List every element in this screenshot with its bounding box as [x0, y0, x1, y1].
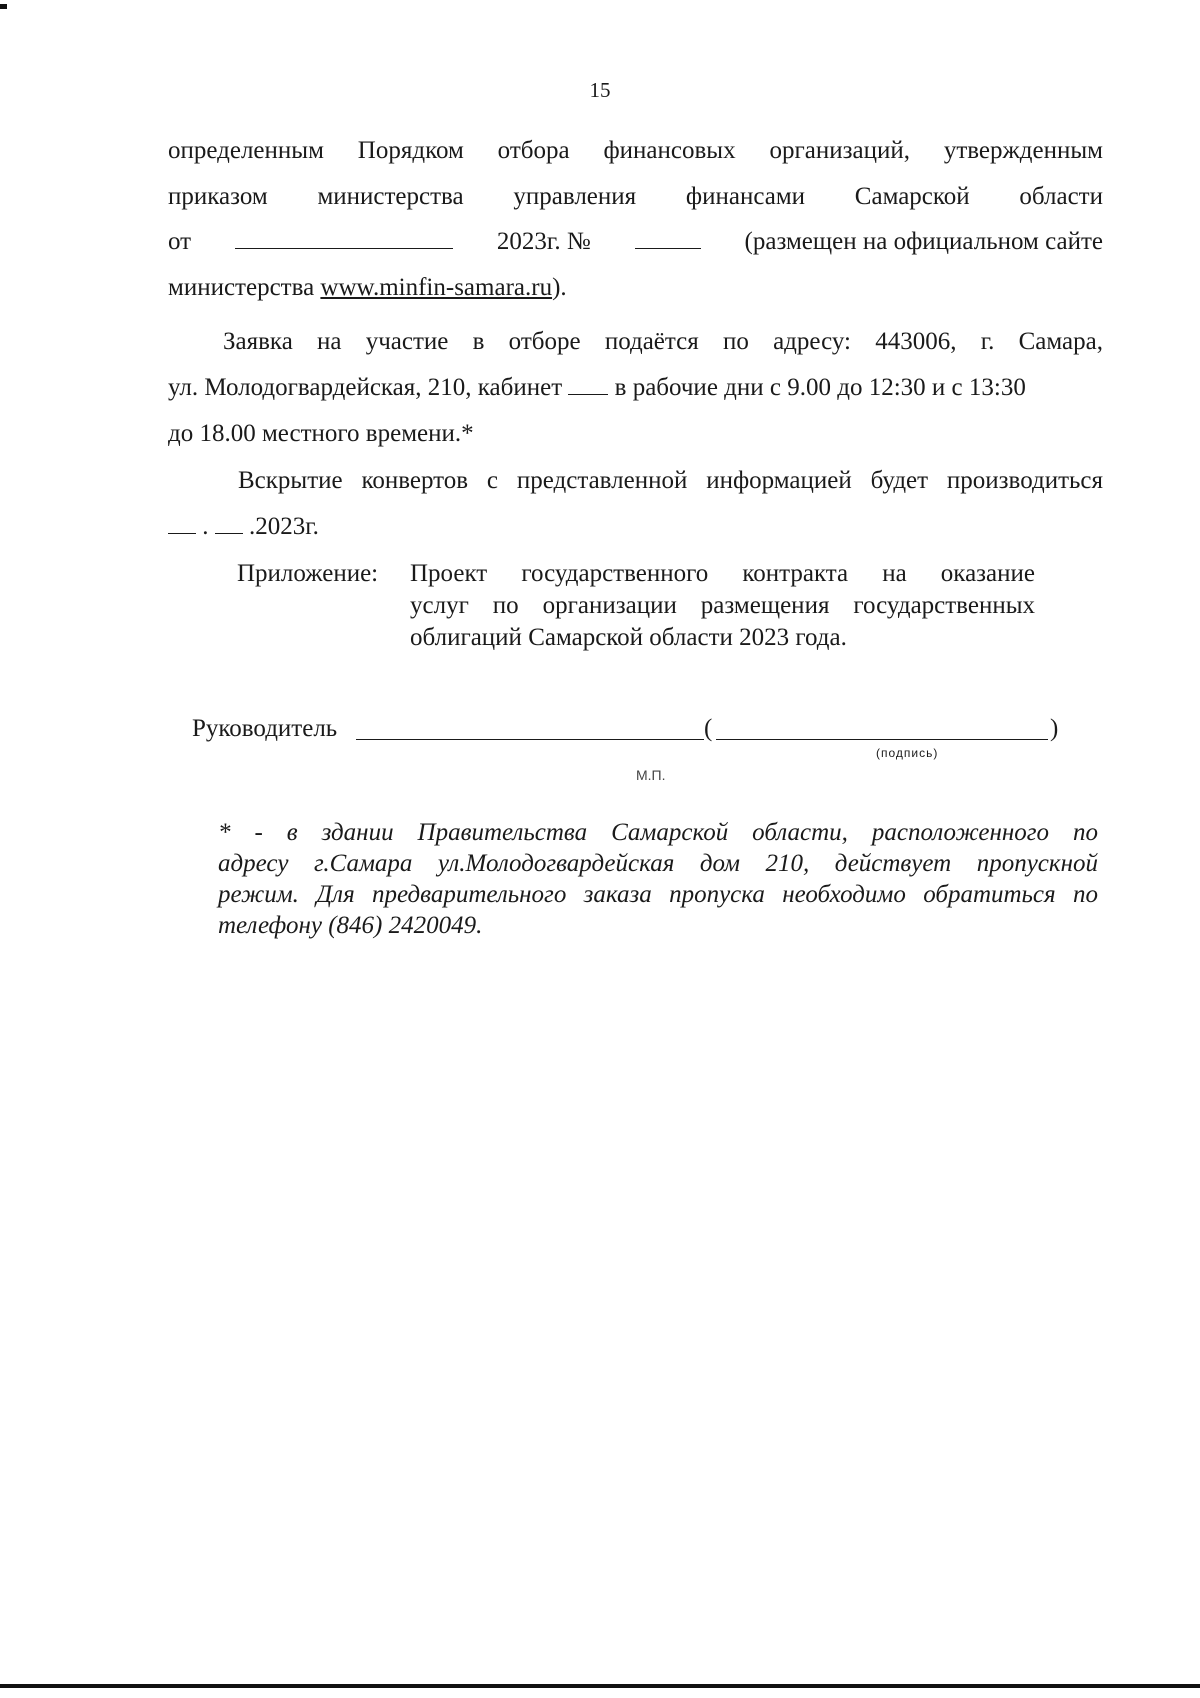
footnote-line: адресу г.Самара ул.Молодогвардейская дом 210, действует пропускной [218, 850, 1098, 877]
body-text-fragment: в рабочие дни с 9.00 до 12:30 и с 13:30 [614, 374, 1026, 401]
appendix-line: услуг по организации размещения государственных [410, 592, 1035, 619]
page-number: 15 [589, 78, 611, 102]
signature-label: Руководитель [192, 715, 338, 742]
signature-caption: (подпись) [876, 746, 939, 760]
name-blank-line [356, 739, 704, 740]
body-text-fragment: министерства [168, 274, 321, 301]
body-text-fragment: (размещен на официальном сайте [744, 228, 1103, 255]
signature-blank-line [716, 739, 1048, 740]
appendix-line: облигаций Самарской области 2023 года. [410, 624, 847, 651]
signature-paren-open: ( [704, 715, 713, 742]
body-line: Заявка на участие в отборе подаётся по адресу: 443006, г. Самара, [223, 328, 1103, 355]
body-text-fragment: от [168, 228, 192, 255]
seal-place-label: М.П. [636, 767, 666, 783]
year-text: .2023г. [249, 513, 319, 540]
date-separator: . [202, 513, 209, 540]
footnote [218, 817, 1098, 941]
month-blank [215, 513, 243, 534]
body-line: приказом министерства управления финансами Самарской области [168, 183, 1103, 210]
ministry-website-link[interactable]: www.minfin-samara.ru [320, 274, 553, 301]
bottom-border-rule [0, 1684, 1200, 1688]
body-text-fragment: ). [552, 274, 567, 301]
date-fill-line [168, 512, 1103, 542]
body-line: до 18.00 местного времени.* [168, 420, 474, 447]
office-number-blank [568, 374, 608, 395]
order-number-blank [635, 228, 701, 249]
footnote-line: телефону (846) 2420049. [218, 912, 483, 939]
body-text-fragment: ул. Молодогвардейская, 210, кабинет [168, 374, 563, 401]
appendix-line: Проект государственного контракта на оказание [410, 560, 1035, 587]
appendix-label: Приложение: [237, 560, 379, 587]
signature-paren-close: ) [1050, 715, 1059, 742]
footnote-line: режим. Для предварительного заказа пропуска необходимо обратиться по [218, 881, 1098, 908]
body-line-with-blanks [168, 227, 1103, 257]
body-line: определенным Порядком отбора финансовых организаций, утвержденным [168, 137, 1103, 164]
scan-artifact-mark [0, 4, 7, 9]
body-line: Вскрытие конвертов с представленной информацией будет производиться [238, 467, 1103, 494]
body-text-fragment: 2023г. № [496, 228, 591, 255]
body-line [168, 273, 1103, 303]
date-blank [235, 228, 453, 249]
appendix-description [410, 558, 1035, 654]
day-blank [168, 513, 196, 534]
footnote-line: * - в здании Правительства Самарской области, расположенного по [218, 819, 1098, 846]
body-line-with-blanks [168, 373, 1103, 403]
